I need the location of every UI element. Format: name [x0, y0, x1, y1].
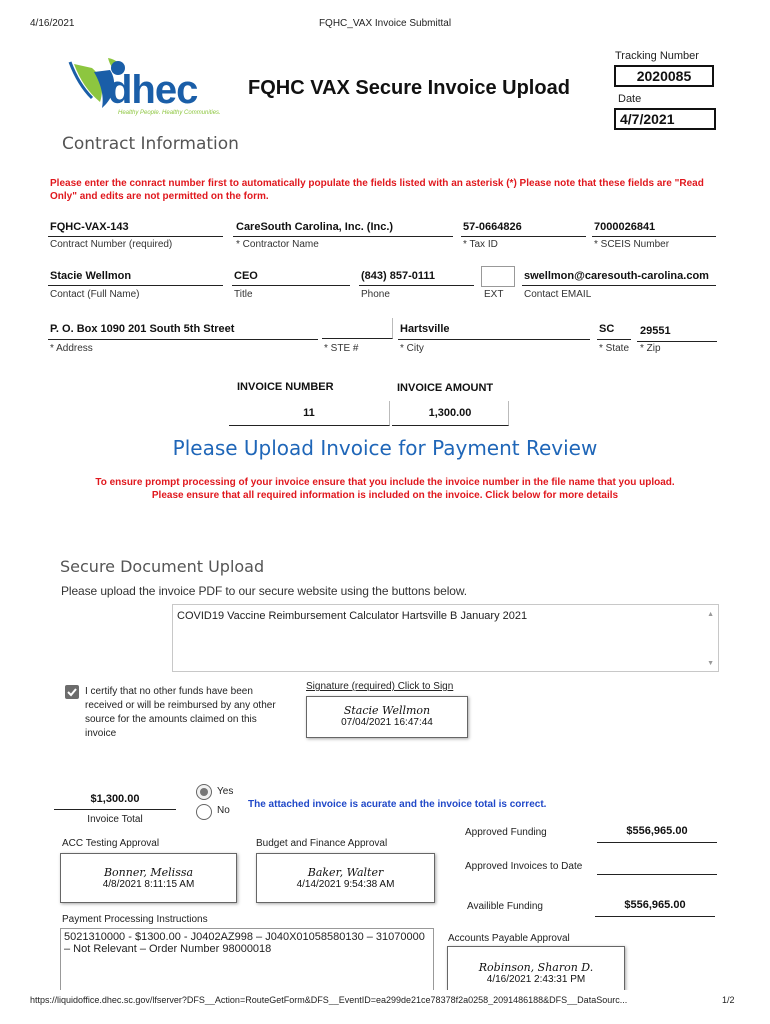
contract-number-line — [48, 236, 223, 237]
payment-instructions-label: Payment Processing Instructions — [62, 914, 208, 925]
invoice-total-value: $1,300.00 — [90, 793, 140, 805]
approved-funding-label: Approved Funding — [465, 827, 547, 838]
date-field: 4/7/2021 — [614, 108, 716, 130]
ste-label: * STE # — [324, 343, 359, 354]
contract-number-value: FQHC-VAX-143 — [50, 221, 129, 233]
upload-review-line2: Please ensure that all required information is included on the invoice. Click below for more details — [151, 490, 619, 501]
phone-label: Phone — [361, 289, 390, 300]
address-line — [48, 339, 318, 340]
zip-value: 29551 — [640, 325, 671, 337]
acc-testing-label: ACC Testing Approval — [62, 838, 160, 849]
invoice-number-label: INVOICE NUMBER — [237, 381, 334, 393]
city-label: * City — [400, 343, 424, 354]
upload-review-line1: To ensure prompt processing of your invoice ensure that you include the invoice number in the file name that you upload. — [95, 477, 675, 488]
budget-finance-label: Budget and Finance Approval — [256, 838, 388, 849]
contract-number-label: Contract Number (required) — [50, 239, 173, 250]
ste-field — [322, 318, 393, 339]
email-line — [522, 285, 716, 286]
invoice-amount-label: INVOICE AMOUNT — [397, 382, 494, 394]
logo-tagline: Healthy People. Healthy Communities. — [118, 110, 221, 116]
budget-finance-datetime: 4/14/2021 9:54:38 AM — [296, 879, 395, 890]
scroll-down-icon[interactable]: ▼ — [707, 660, 714, 667]
title-line — [232, 285, 350, 286]
email-label: Contact EMAIL — [524, 289, 592, 300]
address-label: * Address — [50, 343, 93, 354]
city-line — [398, 339, 590, 340]
title-value: CEO — [234, 270, 258, 282]
payment-instructions-text: 5021310000 - $1300.00 - J0402AZ998 – J040X01058580130 – 31070000 – Not Relevant – Order Number 98000018 — [64, 931, 425, 955]
city-value: Hartsville — [400, 323, 450, 335]
contractor-name-value: CareSouth Carolina, Inc. (Inc.) — [236, 221, 394, 233]
address-value: P. O. Box 1090 201 South 5th Street — [50, 323, 235, 335]
invoice-amount-field — [392, 401, 509, 426]
budget-finance-box[interactable] — [256, 853, 435, 903]
print-date: 4/16/2021 — [30, 18, 75, 29]
budget-finance-name: Baker, Walter — [307, 866, 384, 879]
footer-url: https://liquidoffice.dhec.sc.gov/lfserver?DFS__Action=RouteGetForm&DFS__EventID=ea299de21ce78378f2a0258_2091486188&DFS__DataSourc... — [30, 995, 628, 1005]
sceis-number-line — [592, 236, 716, 237]
phone-value: (843) 857-0111 — [361, 270, 436, 282]
certify-text: I certify that no other funds have been received or will be reimbursed by any other source for the amounts claimed on this invoice — [85, 686, 276, 739]
approved-funding-value: $556,965.00 — [626, 825, 688, 837]
invoice-total-label: Invoice Total — [87, 814, 143, 825]
approved-funding-line — [597, 842, 717, 843]
uploaded-file-box[interactable] — [172, 604, 719, 672]
accounts-payable-box[interactable] — [447, 946, 625, 991]
tracking-number-field: 2020085 — [614, 65, 714, 87]
contact-label: Contact (Full Name) — [50, 289, 140, 300]
invoice-amount-value: 1,300.00 — [428, 407, 472, 419]
radio-yes-dot — [200, 788, 208, 796]
available-funding-line — [595, 916, 715, 917]
state-label: * State — [599, 343, 630, 354]
tracking-number-label: Tracking Number — [615, 50, 699, 62]
approved-invoices-field — [597, 858, 717, 875]
acc-testing-name: Bonner, Melissa — [103, 866, 194, 879]
signature-datetime: 07/04/2021 16:47:44 — [341, 717, 433, 728]
available-funding-label: Availible Funding — [467, 901, 543, 912]
radio-no[interactable] — [196, 804, 212, 820]
upload-review-heading: Please Upload Invoice for Payment Review — [172, 436, 598, 460]
signature-name: Stacie Wellmon — [343, 704, 431, 717]
contract-instructions: Please enter the conract number first to automatically populate the fields listed with an asterisk (*) Please note that these fields are "Read Only" and edits are not permitted on the form. — [50, 178, 704, 202]
contract-info-heading: Contract Information — [62, 134, 239, 154]
accounts-payable-name: Robinson, Sharon D. — [478, 961, 594, 974]
accounts-payable-datetime: 4/16/2021 2:43:31 PM — [486, 974, 586, 985]
payment-instructions-box[interactable] — [60, 928, 434, 992]
date-label: Date — [618, 93, 642, 105]
invoice-number-value: 11 — [303, 407, 315, 419]
logo-text: dhec — [108, 68, 198, 112]
zip-label: * Zip — [640, 343, 661, 354]
contact-line — [48, 285, 223, 286]
page-title: FQHC VAX Secure Invoice Upload — [248, 77, 570, 99]
print-title: FQHC_VAX Invoice Submittal — [318, 18, 452, 29]
email-value: swellmon@caresouth-carolina.com — [524, 270, 709, 282]
certify-checkbox[interactable] — [65, 685, 79, 699]
contractor-name-label: * Contractor Name — [236, 239, 319, 250]
signature-box[interactable] — [306, 696, 468, 738]
phone-line — [359, 285, 474, 286]
checkmark-icon — [65, 685, 79, 699]
zip-line — [637, 341, 717, 342]
approved-invoices-label: Approved Invoices to Date — [465, 861, 583, 872]
sceis-number-label: * SCEIS Number — [594, 239, 670, 250]
tax-id-value: 57-0664826 — [463, 221, 522, 233]
signature-label: Signature (required) Click to Sign — [306, 681, 454, 692]
footer-page: 1/2 — [722, 995, 735, 1005]
secure-upload-heading: Secure Document Upload — [60, 557, 265, 576]
contact-value: Stacie Wellmon — [50, 270, 132, 282]
tax-id-line — [461, 236, 586, 237]
invoice-number-field — [229, 401, 390, 426]
state-value: SC — [599, 323, 615, 335]
ext-field — [481, 266, 515, 287]
title-label: Title — [234, 289, 253, 300]
tax-id-label: * Tax ID — [463, 239, 498, 250]
radio-yes[interactable] — [196, 784, 212, 800]
invoice-total-line — [54, 809, 176, 810]
secure-upload-subtext: Please upload the invoice PDF to our secure website using the buttons below. — [61, 584, 467, 598]
state-line — [597, 339, 631, 340]
contractor-name-line — [233, 236, 453, 237]
scroll-up-icon[interactable]: ▲ — [707, 611, 714, 618]
ext-label: EXT — [484, 289, 504, 300]
radio-no-label: No — [217, 805, 230, 816]
accounts-payable-label: Accounts Payable Approval — [448, 933, 570, 944]
radio-yes-label: Yes — [217, 786, 234, 797]
acc-testing-datetime: 4/8/2021 8:11:15 AM — [102, 879, 195, 890]
sceis-number-value: 7000026841 — [594, 221, 656, 233]
uploaded-file-name: COVID19 Vaccine Reimbursement Calculator Hartsville B January 2021 — [177, 610, 528, 622]
accuracy-statement: The attached invoice is acurate and the invoice total is correct. — [248, 799, 547, 810]
available-funding-value: $556,965.00 — [624, 899, 686, 911]
acc-testing-box[interactable] — [60, 853, 237, 903]
